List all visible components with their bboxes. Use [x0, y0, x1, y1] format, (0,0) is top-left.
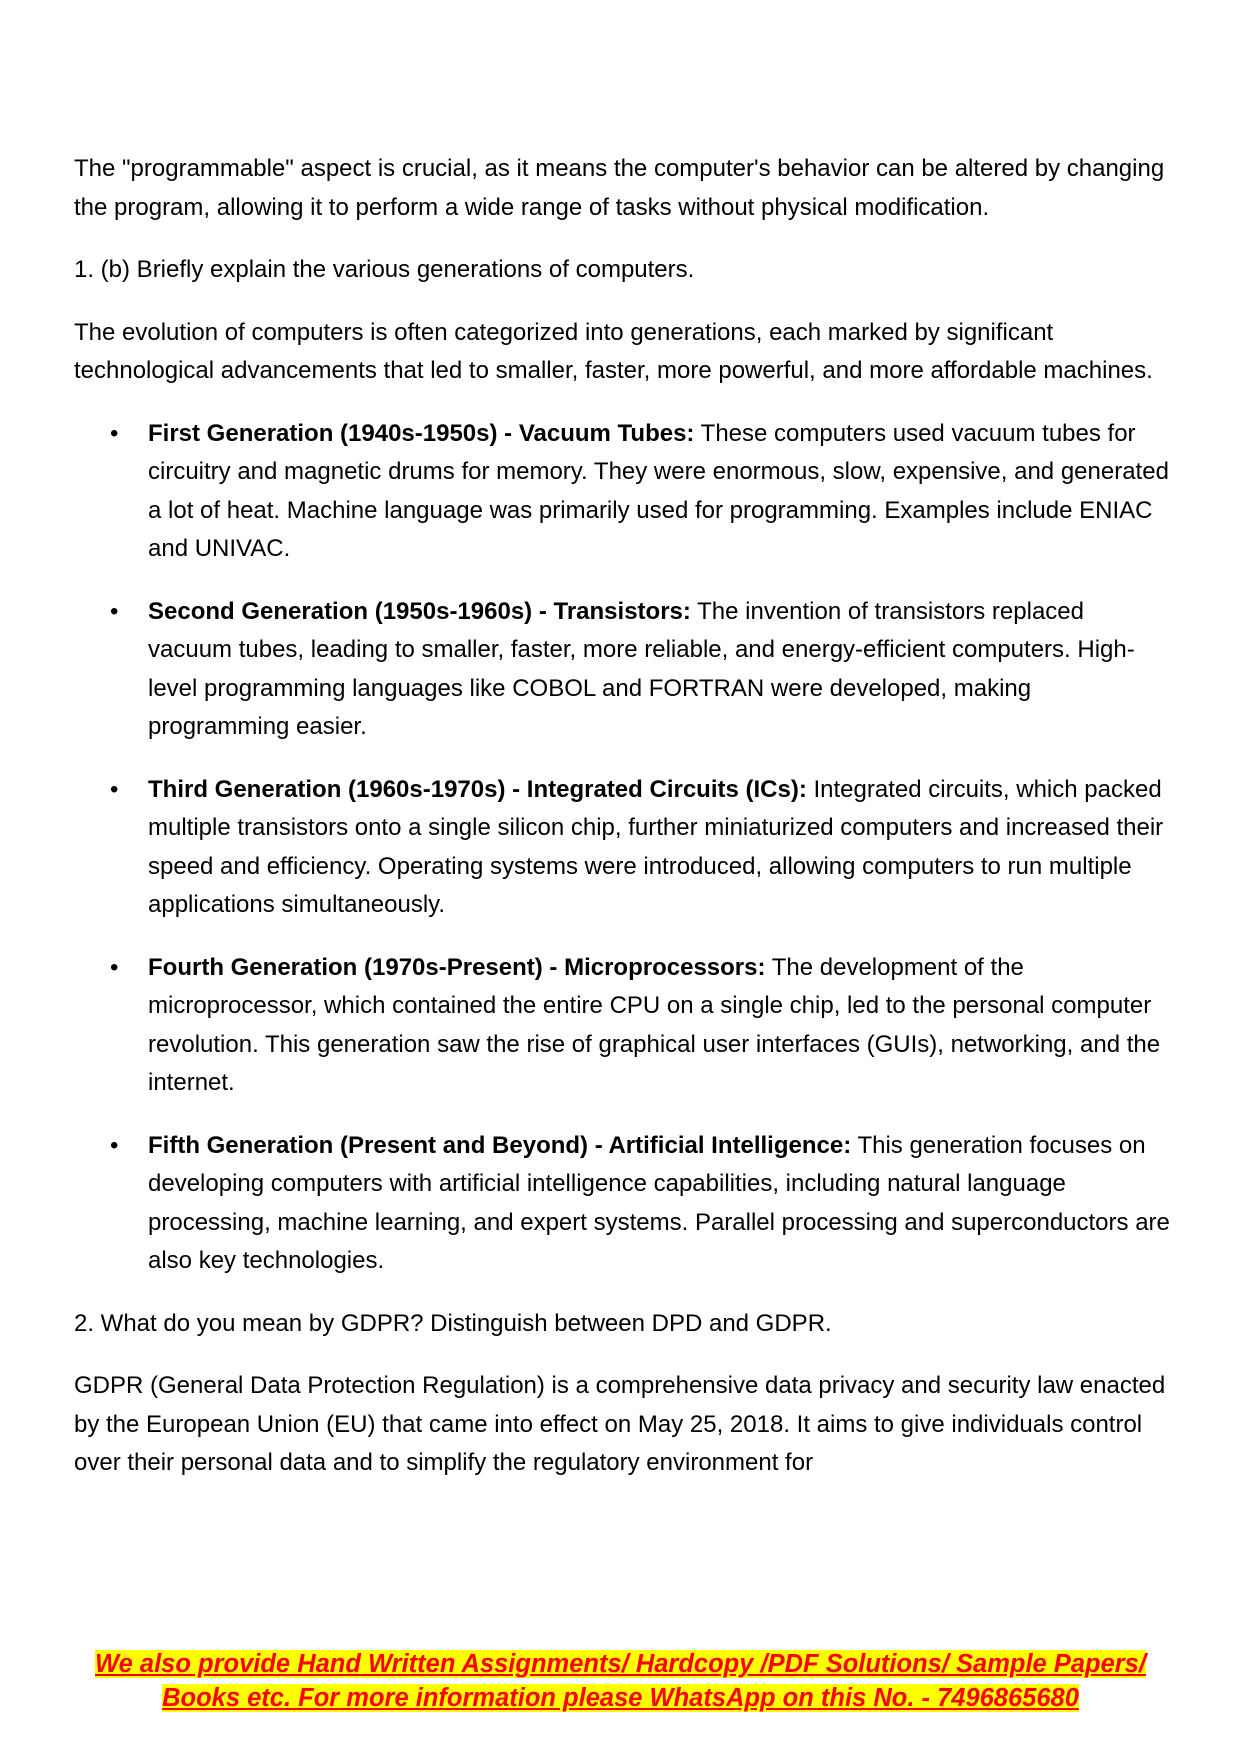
list-item — [74, 771, 1174, 925]
generation-title: Fifth Generation (Present and Beyond) - Artificial Intelligence: — [148, 1131, 852, 1159]
generations-list — [74, 415, 1174, 1281]
list-item — [74, 949, 1174, 1103]
promo-banner — [0, 1647, 1241, 1715]
bullet-icon: • — [110, 953, 119, 981]
bullet-icon: • — [110, 419, 119, 447]
question-1b: 1. (b) Briefly explain the various generations of computers. — [74, 256, 695, 283]
evolution-paragraph: The evolution of computers is often categorized into generations, each marked by significant technological advancements that led to smaller, faster, more powerful, and more affordable machines. — [74, 318, 1153, 384]
generation-title: Fourth Generation (1970s-Present) - Microprocessors: — [148, 953, 766, 981]
list-item — [74, 415, 1174, 569]
bullet-icon: • — [110, 597, 119, 625]
bullet-icon: • — [110, 775, 119, 803]
generation-text: The development of the microprocessor, which contained the entire CPU on a single chip, led to the personal computer revolution. This generation saw the rise of graphical user interfaces (GUIs), networking, and the internet. — [148, 953, 1161, 1096]
generation-text: This generation focuses on developing computers with artificial intelligence capabilities, including natural language processing, machine learning, and expert systems. Parallel processing and superconductors are also key technologies. — [148, 1131, 1170, 1274]
list-item — [74, 1127, 1174, 1281]
generation-title: Third Generation (1960s-1970s) - Integrated Circuits (ICs): — [148, 775, 807, 803]
promo-line-2: Books etc. For more information please WhatsApp on this No. - 7496865680 — [162, 1684, 1079, 1712]
document-body — [74, 150, 1174, 1507]
intro-paragraph: The "programmable" aspect is crucial, as it means the computer's behavior can be altered by changing the program, allowing it to perform a wide range of tasks without physical modification. — [74, 155, 1165, 221]
list-item — [74, 593, 1174, 747]
generation-text: These computers used vacuum tubes for circuitry and magnetic drums for memory. They were enormous, slow, expensive, and generated a lot of heat. Machine language was primarily used for programming. Examples include ENIAC and UNIVAC. — [148, 419, 1169, 562]
generation-text: The invention of transistors replaced vacuum tubes, leading to smaller, faster, more reliable, and energy-efficient computers. High-level programming languages like COBOL and FORTRAN were developed, making programming easier. — [148, 597, 1135, 740]
promo-line-1: We also provide Hand Written Assignments/ Hardcopy /PDF Solutions/ Sample Papers/ — [95, 1650, 1146, 1678]
generation-text: Integrated circuits, which packed multiple transistors onto a single silicon chip, further miniaturized computers and increased their speed and efficiency. Operating systems were introduced, allowing computers to run multiple applications simultaneously. — [148, 775, 1164, 918]
generation-title: First Generation (1940s-1950s) - Vacuum Tubes: — [148, 419, 695, 447]
question-2: 2. What do you mean by GDPR? Distinguish between DPD and GDPR. — [74, 1309, 832, 1337]
bullet-icon: • — [110, 1131, 119, 1159]
generation-title: Second Generation (1950s-1960s) - Transistors: — [148, 597, 691, 625]
gdpr-paragraph: GDPR (General Data Protection Regulation) is a comprehensive data privacy and security law enacted by the European Union (EU) that came into effect on May 25, 2018. It aims to give individuals control over their personal data and to simplify the regulatory environment for — [74, 1372, 1166, 1476]
